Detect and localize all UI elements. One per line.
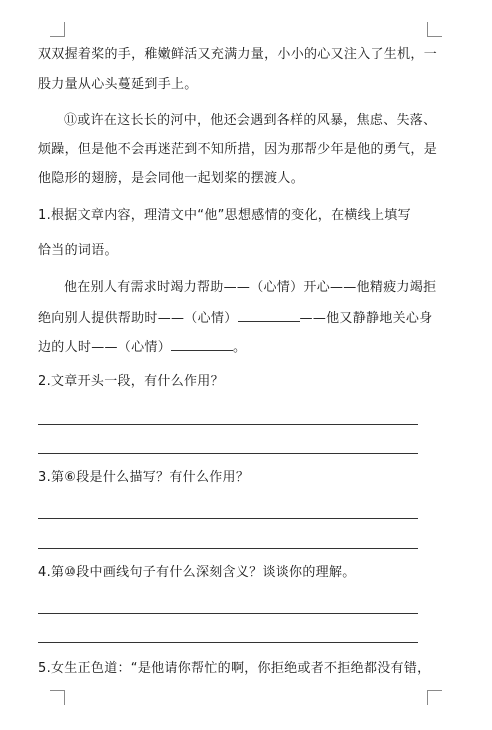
paragraph-11-line-3: 他隐形的翅膀，是会同他一起划桨的摆渡人。 [38, 171, 305, 186]
question-2: 2.文章开头一段，有什么作用？ [38, 374, 224, 389]
question-1-fill-line-3-end: 。 [233, 340, 247, 355]
answer-blank-2[interactable] [171, 338, 233, 351]
answer-line-q2-1[interactable] [38, 424, 418, 425]
question-1-fill-line-2-start: 绝向别人提供帮助时——（心情） [38, 311, 238, 326]
passage-line-2: 股力量从心头蔓延到手上。 [38, 77, 198, 92]
paragraph-11-line-2: 烦躁，但是他不会再迷茫到不知所措，因为那帮少年是他的勇气，是 [38, 142, 438, 157]
crop-mark-bottom-right [427, 690, 442, 705]
answer-line-q4-2[interactable] [38, 642, 418, 643]
question-1-fill-line-1: 他在别人有需求时竭力帮助——（心情）开心——他精疲力竭拒 [64, 280, 437, 295]
question-1-fill-line-3-start: 边的人时——（心情） [38, 340, 171, 355]
question-4: 4.第⑩段中画线句子有什么深刻含义？谈谈你的理解。 [38, 565, 356, 580]
answer-blank-1[interactable] [238, 309, 300, 322]
answer-line-q3-1[interactable] [38, 518, 418, 519]
answer-line-q4-1[interactable] [38, 613, 418, 614]
answer-line-q3-2[interactable] [38, 548, 418, 549]
question-5: 5.女生正色道：“是他请你帮忙的啊，你拒绝或者不拒绝都没有错， [38, 661, 431, 676]
crop-mark-top-right [427, 22, 442, 37]
answer-line-q2-2[interactable] [38, 453, 418, 454]
question-1-fill-line-2-end: ——他又静静地关心身 [299, 311, 433, 326]
question-1-line-2: 恰当的词语。 [38, 243, 118, 258]
passage-line-1: 双双握着桨的手，稚嫩鲜活又充满力量，小小的心又注入了生机，一 [38, 47, 438, 62]
question-1-fill-line-3 [38, 338, 438, 357]
crop-mark-top-left [50, 22, 65, 37]
question-1-line-1: 1.根据文章内容，理清文中“他”思想感情的变化，在横线上填写 [38, 208, 411, 223]
crop-mark-bottom-left [50, 690, 65, 705]
paragraph-11-line-1: ⑪或许在这长长的河中，他还会遇到各样的风暴，焦虑、失落、 [64, 113, 437, 128]
question-3: 3.第⑥段是什么描写？有什么作用？ [38, 470, 250, 485]
question-1-fill-line-2 [38, 309, 438, 328]
